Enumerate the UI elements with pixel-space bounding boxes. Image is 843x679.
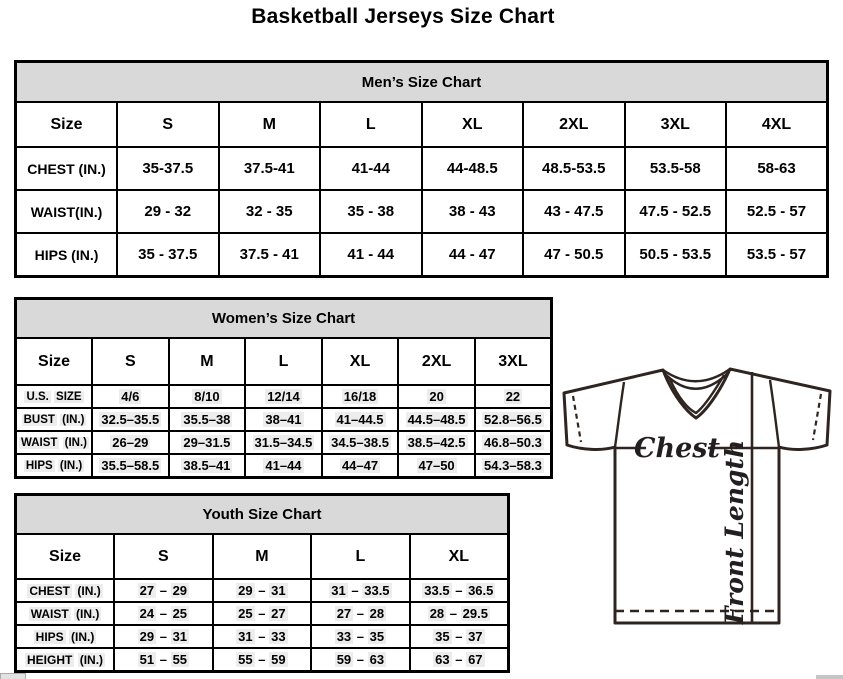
cell-text: 38.5–42.5 [407,435,466,450]
men-tbody [16,62,828,277]
women-row-label [16,431,93,454]
cell-text: 54.3–58.3 [484,458,542,473]
cell-text: 24 [139,606,155,621]
women-band-row [16,299,552,339]
jersey-outline-shape [564,369,830,623]
cell-text: – [449,606,458,621]
youth-value-cell [114,648,213,672]
women-value-cell [475,385,552,408]
jersey-diagram [557,360,842,630]
men-value-cell: 35 - 37.5 [117,233,219,277]
men-data-row [16,233,828,277]
men-value-cell: 29 - 32 [117,190,219,233]
cell-text: 38–41 [265,412,302,427]
cell-text: 35.5–58.5 [101,458,160,473]
cell-text: 25 [238,606,253,621]
cell-text: 59 [271,652,286,667]
right-armhole-seam [770,380,779,447]
cell-text: U.S. [26,390,49,403]
men-value-cell: 35 - 38 [320,190,422,233]
cell-text: 33 [271,629,286,644]
cell-text: – [258,652,266,667]
cell-text: 29 [172,583,188,598]
women-value-cell [169,431,246,454]
men-data-row [16,147,828,190]
cell-text: 36.5 [468,583,494,598]
women-value-cell [245,431,322,454]
cell-text: (IN.) [59,459,83,472]
youth-row-label [16,602,115,625]
cell-text: 44.5–48.5 [407,412,466,427]
women-data-row [16,408,552,431]
women-row-label [16,408,93,431]
men-size-label: Size [16,102,118,147]
cell-text: – [159,629,167,644]
cell-text: 12/14 [267,389,300,404]
cell-text: – [356,652,365,667]
youth-value-cell [410,602,509,625]
women-size-col-2xl: 2XL [398,338,475,385]
cell-text: HIPS [35,629,64,644]
youth-row-label [16,648,115,672]
cell-text: – [258,606,266,621]
cell-text: – [455,629,463,644]
youth-value-cell [213,579,312,602]
youth-value-cell [410,579,509,602]
mens-size-table [14,60,829,278]
women-data-row [16,454,552,478]
cell-text: 38.5–41 [183,458,231,473]
women-value-cell [92,454,169,478]
cell-text: 35 [435,629,450,644]
cell-text: SIZE [56,390,82,403]
youth-value-cell [114,602,213,625]
cell-text: 31 [271,583,286,598]
cell-text: 29.5 [462,606,488,621]
cell-text: 37 [468,629,483,644]
cell-text: 55 [238,652,253,667]
cell-text: – [159,606,167,621]
youth-size-col-l: L [311,534,410,579]
men-value-cell: 38 - 43 [422,190,524,233]
men-size-col-2xl: 2XL [523,102,625,147]
women-value-cell [169,454,246,478]
cell-text: 31.5–34.5 [254,435,313,450]
cell-text: 41–44 [265,458,302,473]
men-row-label: CHEST (IN.) [16,147,118,190]
women-size-col-m: M [169,338,246,385]
youth-value-cell [410,625,509,648]
cell-text: 46.8–50.3 [484,435,542,450]
scrollbar-thumb-fragment[interactable] [816,675,843,679]
men-value-cell: 47.5 - 52.5 [625,190,727,233]
women-value-cell [169,385,246,408]
youth-size-col-m: M [213,534,312,579]
women-value-cell [398,408,475,431]
cell-text: 29 [139,629,155,644]
youth-value-cell [213,625,312,648]
cell-text: 4/6 [121,389,140,404]
men-row-label: WAIST(IN.) [16,190,118,233]
women-data-row [16,431,552,454]
cell-text: 34.5–38.5 [331,435,389,450]
women-value-cell [92,408,169,431]
youth-size-col-xl: XL [410,534,509,579]
youth-size-table [14,493,510,673]
cell-text: 33.5 [364,583,390,598]
cell-text: 52.8–56.5 [484,412,542,427]
men-value-cell: 47 - 50.5 [523,233,625,277]
cell-text: (IN.) [71,629,95,644]
cell-text: WAIST [30,606,69,621]
youth-data-row [16,602,509,625]
cell-text: 35.5–38 [183,412,231,427]
cell-text: 29–31.5 [183,435,231,450]
cell-text: 33 [336,629,352,644]
women-value-cell [398,385,475,408]
men-value-cell: 58-63 [726,147,828,190]
cell-text: – [159,583,167,598]
youth-band-row [16,495,509,535]
cell-text: – [455,652,463,667]
youth-data-row [16,648,509,672]
youth-size-label: Size [16,534,115,579]
youth-value-cell [311,625,410,648]
women-value-cell [398,454,475,478]
cell-text: – [455,583,463,598]
page-title: Basketball Jerseys Size Chart [251,5,555,28]
cell-text: 63 [369,652,385,667]
youth-tbody [16,495,509,672]
cell-text: 22 [505,389,521,404]
women-size-header-row [16,338,552,385]
cell-text: 20 [429,389,444,404]
youth-data-row [16,579,509,602]
women-size-col-3xl: 3XL [475,338,552,385]
women-size-col-s: S [92,338,169,385]
men-size-col-s: S [117,102,219,147]
women-data-row [16,385,552,408]
women-size-col-xl: XL [322,338,399,385]
youth-value-cell [114,579,213,602]
men-value-cell: 48.5-53.5 [523,147,625,190]
youth-value-cell [311,579,410,602]
chest-label: Chest [634,433,720,464]
women-value-cell [245,385,322,408]
women-value-cell [92,431,169,454]
women-value-cell [169,408,246,431]
women-value-cell [475,454,552,478]
cell-text: – [356,629,365,644]
women-tbody [16,299,552,478]
cell-text: 35 [369,629,385,644]
men-size-col-3xl: 3XL [625,102,727,147]
women-value-cell [322,408,399,431]
men-value-cell: 53.5 - 57 [726,233,828,277]
youth-value-cell [213,602,312,625]
women-size-label: Size [16,338,93,385]
cell-text: – [351,583,359,598]
cell-text: 8/10 [194,389,220,404]
women-value-cell [475,408,552,431]
women-value-cell [322,454,399,478]
cell-text: (IN.) [62,413,85,426]
horizontal-scrollbar-fragment[interactable] [0,673,26,679]
women-size-col-l: L [245,338,322,385]
women-row-label [16,454,93,478]
men-value-cell: 41 - 44 [320,233,422,277]
men-value-cell: 35-37.5 [117,147,219,190]
men-size-header-row [16,102,828,147]
men-data-row [16,190,828,233]
women-value-cell [245,454,322,478]
men-size-col-l: L [320,102,422,147]
women-chart-header: Women’s Size Chart [16,299,552,339]
cell-text: – [258,629,266,644]
cell-text: 41–44.5 [336,412,384,427]
women-value-cell [322,431,399,454]
cell-text: 51 [139,652,155,667]
men-value-cell: 53.5-58 [625,147,727,190]
cell-text: 27 [139,583,155,598]
women-value-cell [92,385,169,408]
cell-text: – [356,606,365,621]
men-value-cell: 41-44 [320,147,422,190]
cell-text: HEIGHT [27,652,73,667]
men-size-col-m: M [219,102,321,147]
cell-text: 28 [429,606,445,621]
men-value-cell: 37.5-41 [219,147,321,190]
cell-text: (IN.) [64,436,88,449]
women-row-label [16,385,93,408]
men-size-col-4xl: 4XL [726,102,828,147]
cell-text: 59 [336,652,352,667]
youth-size-col-s: S [114,534,213,579]
women-value-cell [322,385,399,408]
cell-text: 67 [468,652,483,667]
cell-text: WAIST [21,436,58,449]
youth-value-cell [213,648,312,672]
women-value-cell [475,431,552,454]
youth-chart-header: Youth Size Chart [16,495,509,535]
youth-value-cell [114,625,213,648]
cell-text: 29 [238,583,253,598]
men-size-col-xl: XL [422,102,524,147]
cell-text: 16/18 [343,389,377,404]
cell-text: 27 [336,606,352,621]
youth-size-header-row [16,534,509,579]
men-value-cell: 37.5 - 41 [219,233,321,277]
youth-row-label [16,579,115,602]
cell-text: 33.5 [424,583,450,598]
cell-text: (IN.) [76,606,100,621]
cell-text: BUST [23,413,55,426]
cell-text: CHEST [29,583,71,598]
cell-text: 31 [238,629,253,644]
women-value-cell [398,431,475,454]
front-length-label: Front Length [720,439,749,625]
men-value-cell: 44-48.5 [422,147,524,190]
men-value-cell: 52.5 - 57 [726,190,828,233]
men-chart-header: Men’s Size Chart [16,62,828,103]
cell-text: 31 [172,629,188,644]
youth-value-cell [410,648,509,672]
right-cuff-dashed-line [813,394,821,440]
women-value-cell [245,408,322,431]
cell-text: HIPS [25,459,53,472]
cell-text: 28 [369,606,385,621]
cell-text: 63 [435,652,450,667]
cell-text: – [258,583,266,598]
cell-text: 26–29 [112,435,149,450]
men-value-cell: 43 - 47.5 [523,190,625,233]
men-row-label: HIPS (IN.) [16,233,118,277]
cell-text: 27 [271,606,286,621]
youth-row-label [16,625,115,648]
left-armhole-seam [615,382,624,447]
cell-text: 25 [172,606,188,621]
cell-text: 31 [331,583,346,598]
cell-text: (IN.) [79,652,104,667]
cell-text: (IN.) [77,583,101,598]
men-value-cell: 44 - 47 [422,233,524,277]
men-value-cell: 32 - 35 [219,190,321,233]
youth-value-cell [311,602,410,625]
cell-text: 47–50 [418,458,455,473]
youth-value-cell [311,648,410,672]
cell-text: 55 [172,652,188,667]
cell-text: – [159,652,167,667]
cell-text: 32.5–35.5 [101,412,160,427]
cell-text: 44–47 [341,458,379,473]
men-band-row [16,62,828,103]
womens-size-table [14,297,553,479]
men-value-cell: 50.5 - 53.5 [625,233,727,277]
left-cuff-dashed-line [573,396,581,442]
youth-data-row [16,625,509,648]
